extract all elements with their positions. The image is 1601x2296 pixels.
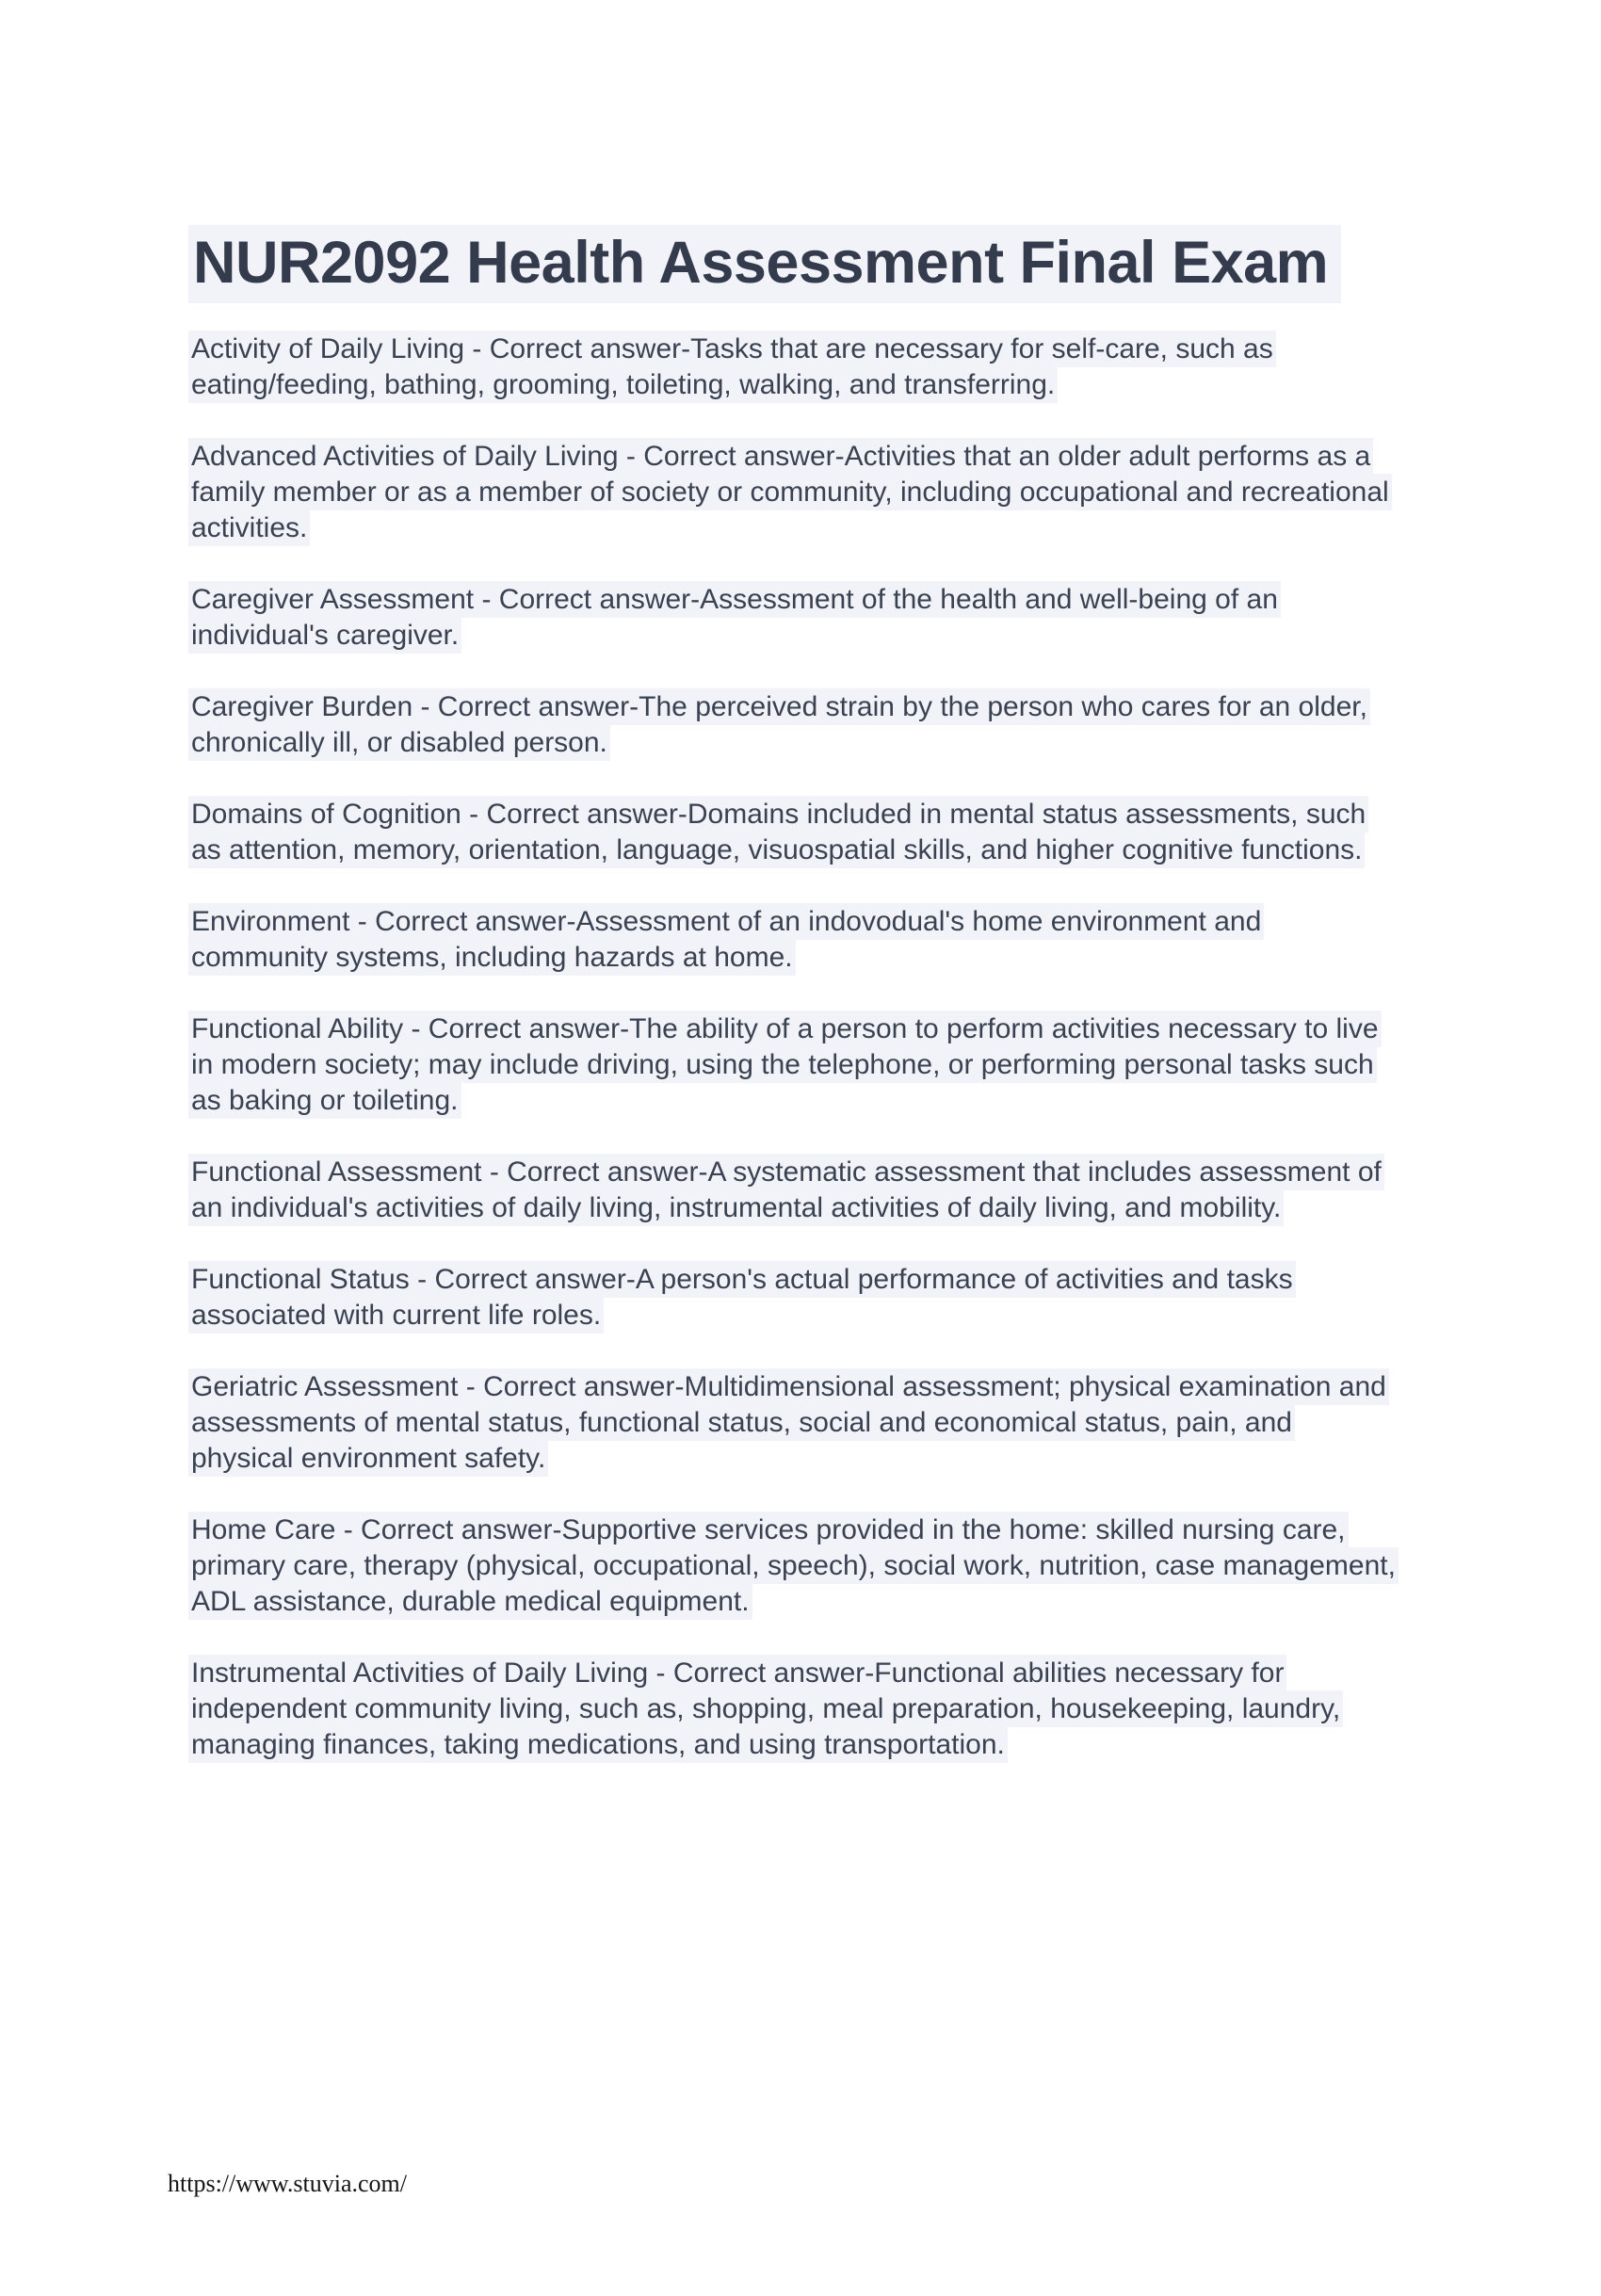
definition-text: Environment - Correct answer-Assessment of an indovodual's home environment and community systems, including hazards at home. — [188, 903, 1264, 976]
footer-url: https://www.stuvia.com/ — [168, 2170, 407, 2197]
definition-text: Geriatric Assessment - Correct answer-Multidimensional assessment; physical examination and assessments of mental status, functional status, social and economical status, pain, and physical environment safety. — [188, 1368, 1389, 1477]
page-title-text: NUR2092 Health Assessment Final Exam — [188, 225, 1341, 303]
document-page — [0, 224, 1601, 2296]
definition-paragraph — [188, 1011, 1399, 1119]
definition-text: Activity of Daily Living - Correct answer-Tasks that are necessary for self-care, such as eating/feeding, bathing, grooming, toileting, walking, and transferring. — [188, 331, 1276, 403]
page-content — [0, 224, 1601, 1763]
definition-paragraph — [188, 797, 1399, 868]
definition-text: Functional Status - Correct answer-A person's actual performance of activities and tasks associated with current life roles. — [188, 1261, 1296, 1334]
definition-text: Domains of Cognition - Correct answer-Domains included in mental status assessments, such as attention, memory, orientation, language, visuospatial skills, and higher cognitive functions. — [188, 796, 1368, 868]
definition-text: Functional Ability - Correct answer-The ability of a person to perform activities necessary to live in modern society; may include driving, using the telephone, or performing personal tasks such as baking or toileting. — [188, 1011, 1382, 1119]
definition-paragraph — [188, 439, 1399, 546]
definition-text: Instrumental Activities of Daily Living - Correct answer-Functional abilities necessary for independent community living, such as, shopping, meal preparation, housekeeping, laundry, managing finances, taking medications, and using transportation. — [188, 1655, 1343, 1763]
definition-paragraph — [188, 1656, 1399, 1763]
definition-paragraph — [188, 1369, 1399, 1477]
definition-text: Functional Assessment - Correct answer-A systematic assessment that includes assessment of an individual's activities of daily living, instrumental activities of daily living, and mobility. — [188, 1154, 1384, 1226]
definition-text: Home Care - Correct answer-Supportive services provided in the home: skilled nursing care, primary care, therapy (physical, occupational, speech), social work, nutrition, case management, ADL assistance, durable medical equipment. — [188, 1512, 1399, 1620]
definition-paragraph — [188, 331, 1399, 403]
definition-text: Caregiver Assessment - Correct answer-Assessment of the health and well-being of an individual's caregiver. — [188, 581, 1281, 654]
definition-paragraph — [188, 1262, 1399, 1334]
definition-paragraph — [188, 582, 1399, 654]
definition-text: Caregiver Burden - Correct answer-The perceived strain by the person who cares for an older, chronically ill, or disabled person. — [188, 688, 1370, 761]
definition-text: Advanced Activities of Daily Living - Correct answer-Activities that an older adult performs as a family member or as a member of society or community, including occupational and recreational activities. — [188, 438, 1392, 546]
definition-paragraph — [188, 904, 1399, 976]
definition-paragraph — [188, 1512, 1399, 1620]
definition-paragraph — [188, 1155, 1399, 1226]
definition-paragraph — [188, 689, 1399, 761]
page-title — [188, 224, 1399, 301]
